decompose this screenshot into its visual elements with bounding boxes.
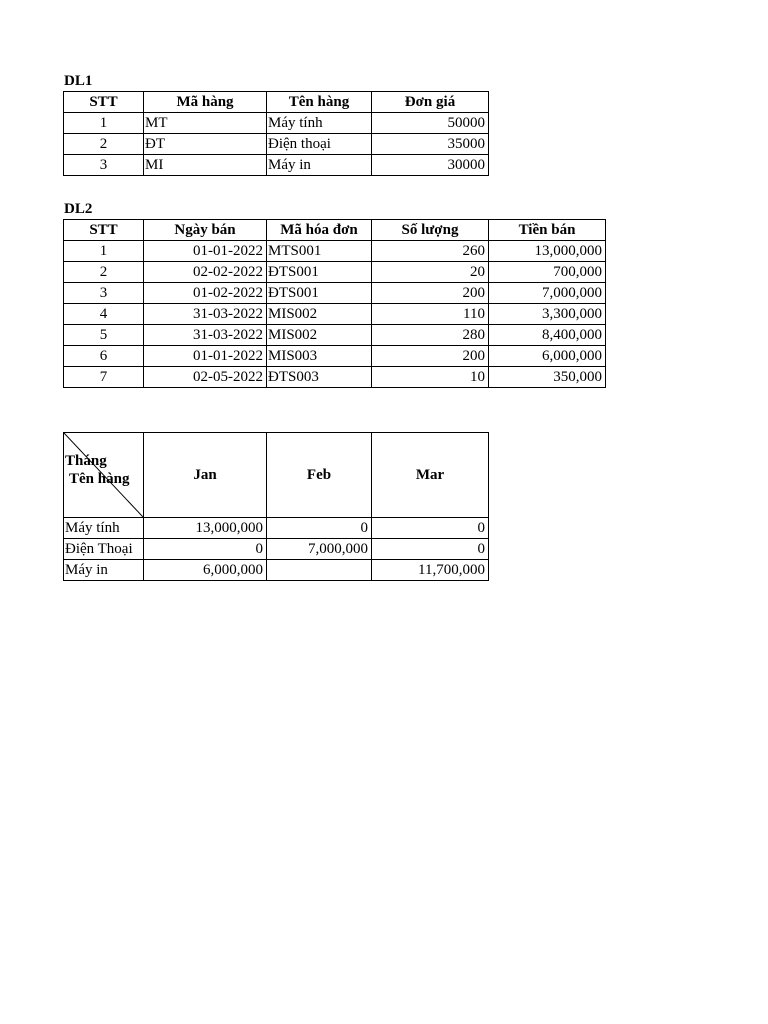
dl1-table <box>63 91 489 176</box>
dl2-title: DL2 <box>64 201 93 217</box>
month-header-jan: Jan <box>144 433 267 518</box>
table-row <box>64 241 606 262</box>
table-row <box>64 518 489 539</box>
cell-mar: 11,700,000 <box>372 560 489 581</box>
cell-ngay-ban: 01-02-2022 <box>144 283 267 304</box>
cell-tien-ban: 700,000 <box>489 262 606 283</box>
cell-so-luong: 260 <box>372 241 489 262</box>
cell-product: Máy tính <box>64 518 144 539</box>
col-header-stt: STT <box>64 92 144 113</box>
cell-stt: 3 <box>64 155 144 176</box>
cell-stt: 2 <box>64 134 144 155</box>
table-row <box>64 367 606 388</box>
table-row <box>64 113 489 134</box>
pivot-corner-cell <box>64 433 144 518</box>
table-row <box>64 283 606 304</box>
cell-so-luong: 200 <box>372 283 489 304</box>
cell-don-gia: 30000 <box>372 155 489 176</box>
cell-stt: 7 <box>64 367 144 388</box>
table-row <box>64 304 606 325</box>
cell-tien-ban: 3,300,000 <box>489 304 606 325</box>
col-header-ma-hang: Mã hàng <box>144 92 267 113</box>
dl1-header-row <box>64 92 489 113</box>
cell-mar: 0 <box>372 518 489 539</box>
cell-tien-ban: 13,000,000 <box>489 241 606 262</box>
cell-ten-hang: Điện thoại <box>267 134 372 155</box>
cell-feb: 7,000,000 <box>267 539 372 560</box>
table-row <box>64 346 606 367</box>
dl2-header-row <box>64 220 606 241</box>
cell-tien-ban: 7,000,000 <box>489 283 606 304</box>
cell-tien-ban: 6,000,000 <box>489 346 606 367</box>
table-row <box>64 325 606 346</box>
col-header-don-gia: Đơn giá <box>372 92 489 113</box>
cell-ma-hang: MT <box>144 113 267 134</box>
table-row <box>64 539 489 560</box>
cell-stt: 5 <box>64 325 144 346</box>
pivot-corner-month-label: Tháng <box>65 453 107 469</box>
cell-stt: 1 <box>64 241 144 262</box>
cell-ma-hoa-don: MIS002 <box>267 304 372 325</box>
cell-ngay-ban: 01-01-2022 <box>144 346 267 367</box>
cell-ten-hang: Máy in <box>267 155 372 176</box>
cell-ma-hoa-don: MIS002 <box>267 325 372 346</box>
cell-feb <box>267 560 372 581</box>
cell-stt: 6 <box>64 346 144 367</box>
cell-jan: 13,000,000 <box>144 518 267 539</box>
cell-stt: 1 <box>64 113 144 134</box>
col-header-tien-ban: Tiền bán <box>489 220 606 241</box>
pivot-header-row <box>64 433 489 518</box>
cell-mar: 0 <box>372 539 489 560</box>
cell-ma-hoa-don: ĐTS001 <box>267 262 372 283</box>
table-row <box>64 155 489 176</box>
cell-so-luong: 20 <box>372 262 489 283</box>
cell-ngay-ban: 31-03-2022 <box>144 304 267 325</box>
cell-don-gia: 50000 <box>372 113 489 134</box>
cell-ma-hang: MI <box>144 155 267 176</box>
table-row <box>64 262 606 283</box>
cell-ma-hoa-don: MTS001 <box>267 241 372 262</box>
cell-ma-hoa-don: MIS003 <box>267 346 372 367</box>
cell-jan: 6,000,000 <box>144 560 267 581</box>
table-row <box>64 560 489 581</box>
col-header-ten-hang: Tên hàng <box>267 92 372 113</box>
cell-ma-hoa-don: ĐTS003 <box>267 367 372 388</box>
cell-stt: 4 <box>64 304 144 325</box>
col-header-ngay-ban: Ngày bán <box>144 220 267 241</box>
cell-ma-hoa-don: ĐTS001 <box>267 283 372 304</box>
col-header-so-luong: Số lượng <box>372 220 489 241</box>
cell-ngay-ban: 02-05-2022 <box>144 367 267 388</box>
cell-so-luong: 200 <box>372 346 489 367</box>
col-header-stt: STT <box>64 220 144 241</box>
cell-ngay-ban: 02-02-2022 <box>144 262 267 283</box>
pivot-corner-product-label: Tên hàng <box>69 471 130 487</box>
cell-so-luong: 280 <box>372 325 489 346</box>
dl1-title: DL1 <box>64 73 93 89</box>
month-header-feb: Feb <box>267 433 372 518</box>
dl2-table <box>63 219 606 388</box>
cell-feb: 0 <box>267 518 372 539</box>
cell-ngay-ban: 31-03-2022 <box>144 325 267 346</box>
cell-jan: 0 <box>144 539 267 560</box>
cell-stt: 2 <box>64 262 144 283</box>
cell-tien-ban: 8,400,000 <box>489 325 606 346</box>
pivot-table <box>63 432 489 581</box>
cell-ngay-ban: 01-01-2022 <box>144 241 267 262</box>
cell-ma-hang: ĐT <box>144 134 267 155</box>
col-header-ma-hoa-don: Mã hóa đơn <box>267 220 372 241</box>
cell-so-luong: 10 <box>372 367 489 388</box>
cell-tien-ban: 350,000 <box>489 367 606 388</box>
cell-stt: 3 <box>64 283 144 304</box>
cell-don-gia: 35000 <box>372 134 489 155</box>
month-header-mar: Mar <box>372 433 489 518</box>
cell-ten-hang: Máy tính <box>267 113 372 134</box>
cell-so-luong: 110 <box>372 304 489 325</box>
cell-product: Máy in <box>64 560 144 581</box>
cell-product: Điện Thoại <box>64 539 144 560</box>
table-row <box>64 134 489 155</box>
